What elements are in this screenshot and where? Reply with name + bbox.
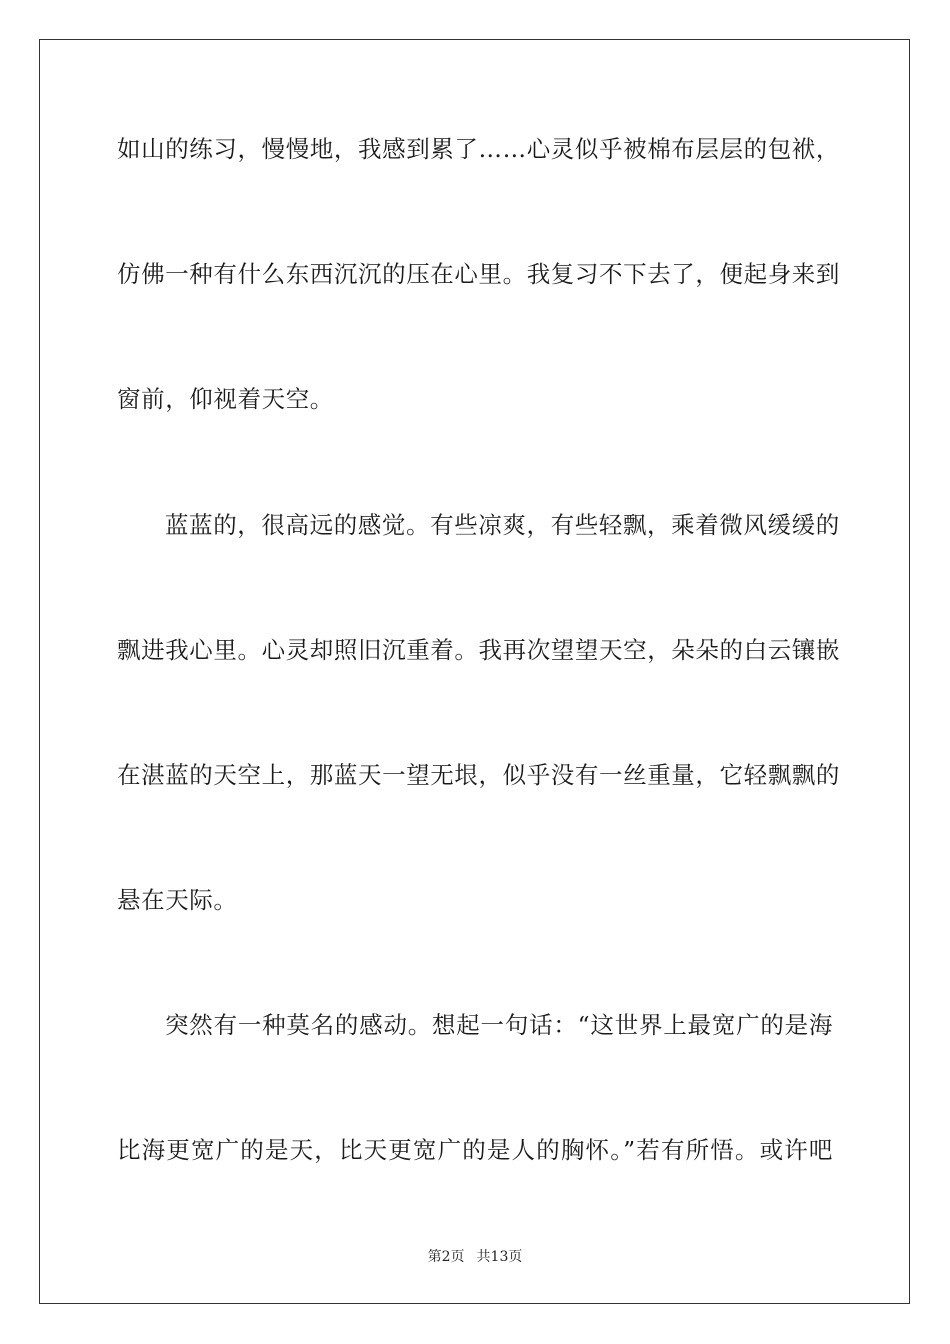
text-line: 比海更宽广的是天，比天更宽广的是人的胸怀。”若有所悟。或许吧 bbox=[117, 1136, 833, 1164]
paragraph-first-line: 蓝蓝的，很高远的感觉。有些凉爽，有些轻飘，乘着微风缓缓的 bbox=[165, 511, 840, 539]
text-line: 在湛蓝的天空上，那蓝天一望无垠，似乎没有一丝重量，它轻飘飘的 bbox=[117, 761, 840, 789]
text-line: 飘进我心里。心灵却照旧沉重着。我再次望望天空，朵朵的白云镶嵌 bbox=[117, 636, 840, 664]
text-line: 窗前，仰视着天空。 bbox=[117, 385, 334, 413]
page-footer bbox=[0, 1248, 950, 1266]
paragraph-first-line: 突然有一种莫名的感动。想起一句话：“这世界上最宽广的是海 bbox=[165, 1011, 833, 1039]
page-number: 第2页 bbox=[427, 1249, 465, 1265]
text-line: 如山的练习，慢慢地，我感到累了……心灵似乎被棉布层层的包袱， bbox=[117, 135, 840, 163]
page-total: 共13页 bbox=[476, 1249, 523, 1265]
page-frame bbox=[39, 39, 910, 1304]
text-line: 悬在天际。 bbox=[117, 886, 238, 914]
text-line: 仿佛一种有什么东西沉沉的压在心里。我复习不下去了，便起身来到 bbox=[117, 260, 840, 288]
